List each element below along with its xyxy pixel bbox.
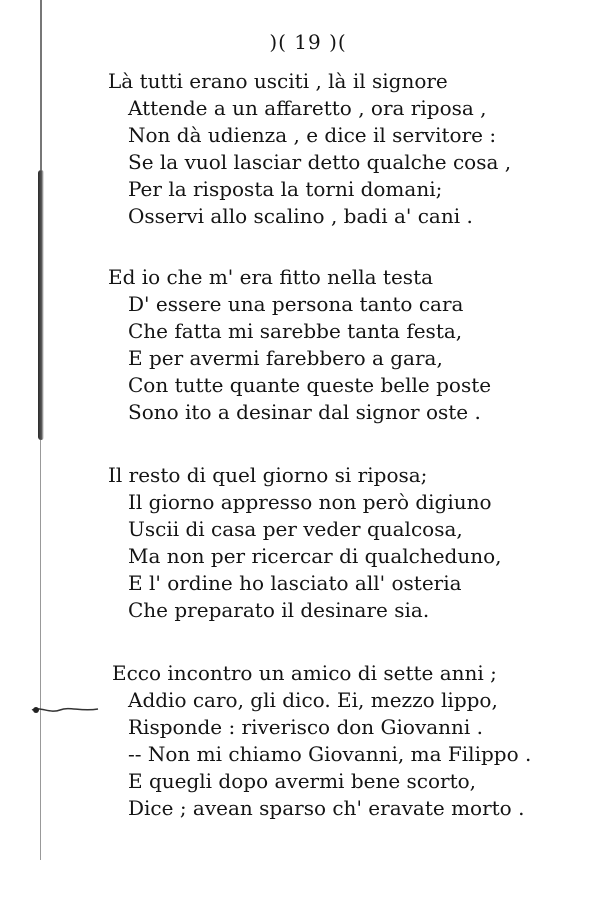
verse-line: Con tutte quante queste belle poste [128, 373, 492, 397]
verse-line: Non dà udienza , e dice il servitore : [128, 123, 497, 147]
verse-line: Attende a un affaretto , ora riposa , [128, 96, 487, 120]
verse-line: Il resto di quel giorno si riposa; [108, 463, 428, 487]
verse-line: Là tutti erano usciti , là il signore [108, 69, 448, 93]
verse-line: Uscii di casa per veder qualcosa, [128, 517, 463, 541]
binding-edge [40, 440, 41, 860]
verse-line: Dice ; avean sparso ch' eravate morto . [128, 796, 525, 820]
verse-line: E l' ordine ho lasciato all' osteria [128, 571, 462, 595]
page-number: )( 19 )( [269, 30, 347, 54]
verse-line: Che preparato il desinare sia. [128, 598, 430, 622]
verse-line: Risponde : riverisco don Giovanni . [128, 715, 484, 739]
ink-mark [30, 700, 100, 720]
binding-edge-shadow [38, 170, 44, 440]
verse-line: Che fatta mi sarebbe tanta festa, [128, 319, 463, 343]
verse-line: E quegli dopo avermi bene scorto, [128, 769, 477, 793]
verse-line: Il giorno appresso non però digiuno [128, 490, 492, 514]
verse-line: Ecco incontro un amico di sette anni ; [112, 661, 497, 685]
verse-line: Sono ito a desinar dal signor oste . [128, 400, 481, 424]
verse-line: -- Non mi chiamo Giovanni, ma Filippo . [128, 742, 532, 766]
verse-line: E per avermi farebbero a gara, [128, 346, 443, 370]
verse-line: Addio caro, gli dico. Ei, mezzo lippo, [128, 688, 498, 712]
verse-line: Ma non per ricercar di qualcheduno, [128, 544, 502, 568]
binding-edge [40, 0, 42, 170]
verse-line: D' essere una persona tanto cara [128, 292, 464, 316]
verse-line: Se la vuol lasciar detto qualche cosa , [128, 150, 512, 174]
verse-line: Per la risposta la torni domani; [128, 177, 443, 201]
verse-line: Osservi allo scalino , badi a' cani . [128, 204, 473, 228]
verse-line: Ed io che m' era fitto nella testa [108, 265, 434, 289]
